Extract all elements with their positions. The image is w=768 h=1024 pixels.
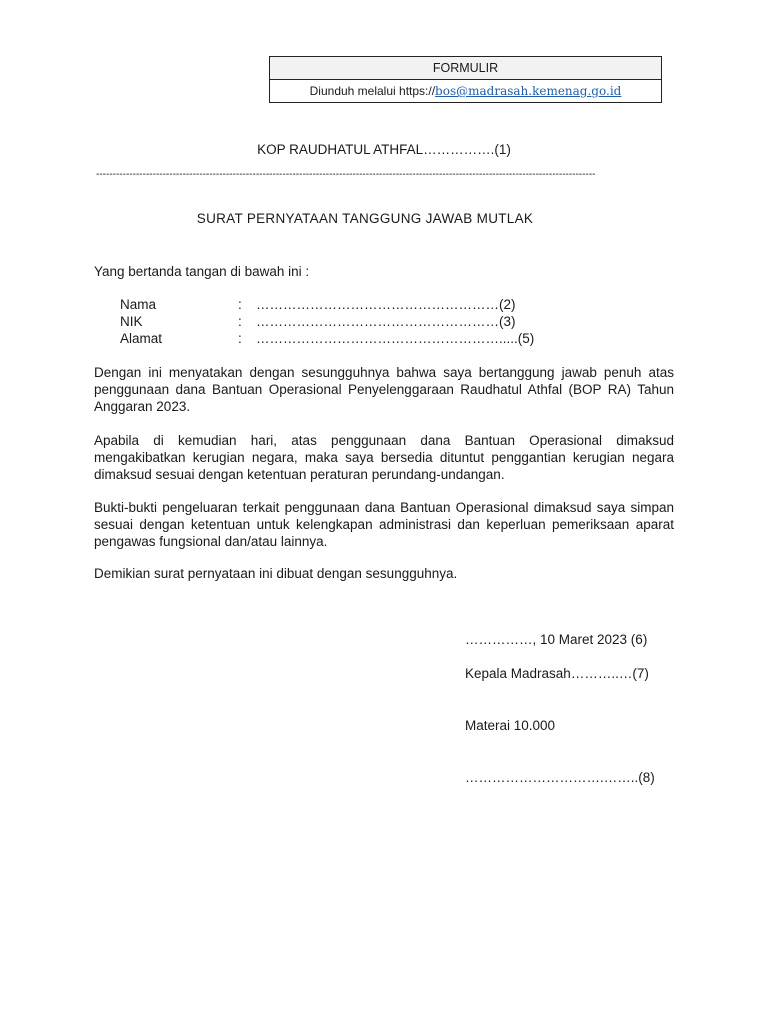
field-value: ……………………………………………….....(5) — [256, 331, 535, 346]
paragraph-liability: Apabila di kemudian hari, atas penggunaan dana Bantuan Operasional dimaksud mengakibatkan kerugian negara, maka saya bersedia dituntut penggantian kerugian negara dimaksud sesuai dengan ketentuan peraturan perundang-undangan. — [94, 433, 674, 482]
signature-name: ………………………….……..(8) — [465, 770, 655, 785]
signature-date: ……………, 10 Maret 2023 (6) — [465, 632, 648, 647]
intro-text: Yang bertanda tangan di bawah ini : — [94, 264, 310, 279]
field-value: ………………………………………………(3) — [256, 314, 516, 329]
field-nama — [120, 296, 534, 313]
document-title: SURAT PERNYATAAN TANGGUNG JAWAB MUTLAK — [196, 211, 534, 226]
field-colon: : — [238, 314, 242, 329]
field-nik — [120, 313, 534, 330]
formulir-box — [269, 56, 662, 103]
download-note — [270, 80, 661, 103]
field-label: Alamat — [120, 331, 163, 346]
letterhead-placeholder: KOP RAUDHATUL ATHFAL…………….(1) — [257, 142, 511, 157]
paragraph-responsibility: Dengan ini menyatakan dengan sesungguhnya bahwa saya bertanggung jawab penuh atas penggunaan dana Bantuan Operasional Penyelenggaraan Raudhatul Athfal (BOP RA) Tahun Anggaran 2023. — [94, 365, 674, 414]
formulir-heading: FORMULIR — [270, 57, 661, 80]
paragraph-evidence: Bukti-bukti pengeluaran terkait penggunaan dana Bantuan Operasional dimaksud saya simpan sesuai dengan ketentuan untuk kelengkapan administrasi dan keperluan pemeriksaan aparat pengawas fungsional dan/atau lainnya. — [94, 500, 674, 549]
signature-title: Kepala Madrasah………..…(7) — [465, 666, 649, 681]
field-colon: : — [238, 331, 242, 346]
separator-line: ------------------------------------------------------------------------------------------------------------------------------------------------------ — [96, 170, 596, 180]
field-alamat — [120, 330, 534, 347]
field-label: NIK — [120, 314, 143, 329]
download-prefix: Diunduh melalui https:// — [309, 84, 436, 98]
field-colon: : — [238, 297, 242, 312]
paragraph-closing: Demikian surat pernyataan ini dibuat dengan sesungguhnya. — [94, 566, 458, 581]
stamp-duty-note: Materai 10.000 — [465, 718, 556, 733]
field-value: ………………………………………………(2) — [256, 297, 516, 312]
field-label: Nama — [120, 297, 157, 312]
download-link[interactable]: bos@madrasah.kemenag.go.id — [435, 84, 622, 98]
identity-fields — [120, 296, 534, 347]
